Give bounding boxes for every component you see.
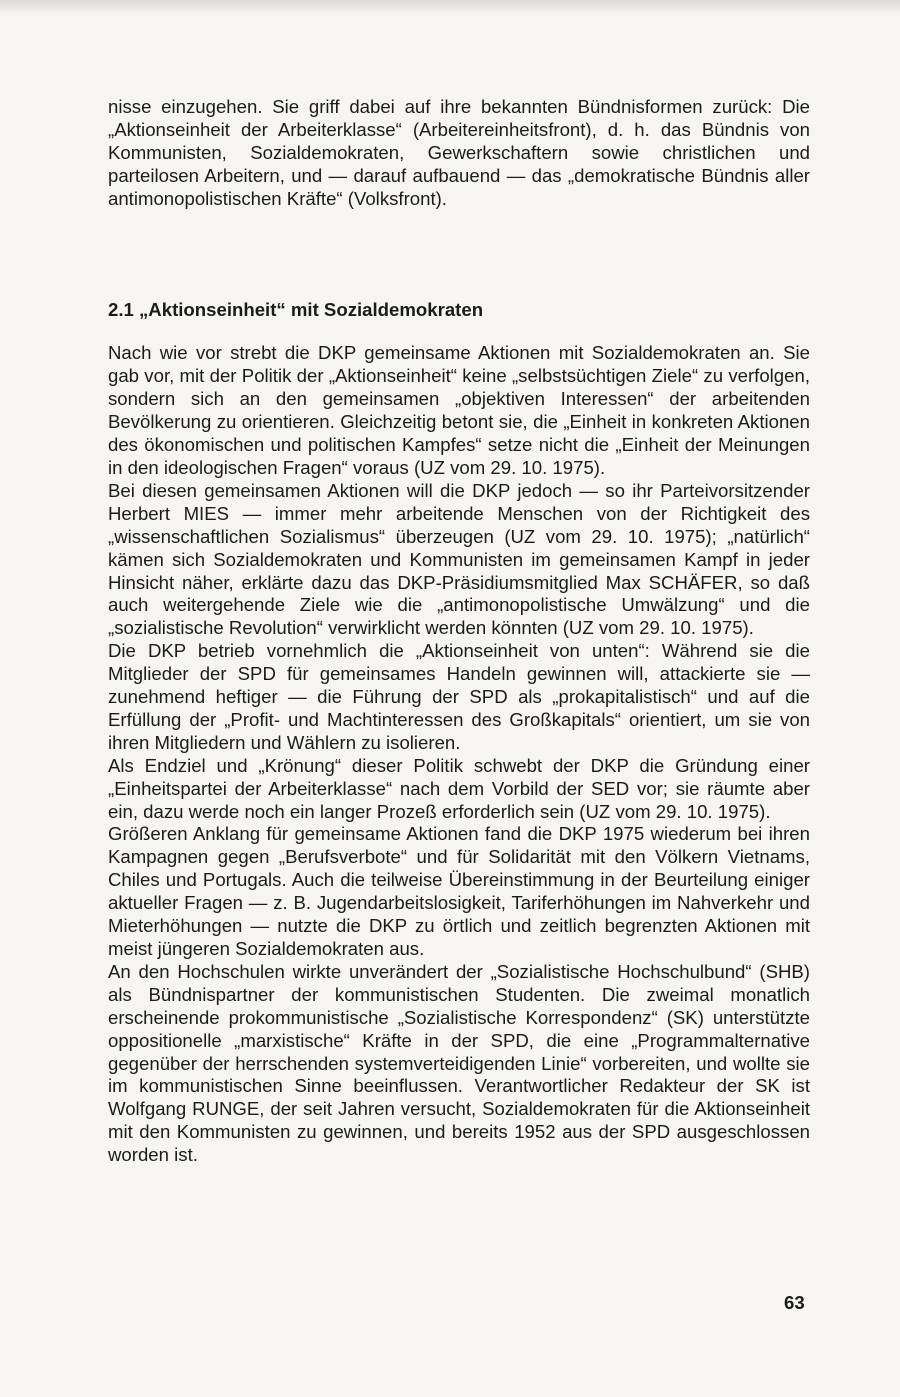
paragraph: Die DKP betrieb vornehmlich die „Aktionseinheit von unten“: Während sie die Mitglieder der SPD für gemeinsames Handeln gewinnen will, attackierte sie — zunehmend heftiger — die Führung der SPD als „prokapitalistisch“ und auf die Erfüllung der „Profit- und Machtinteressen des Großkapitals“ orientiert, um sie von ihren Mitgliedern und Wählern zu isolieren. xyxy=(108,640,810,753)
paragraph: An den Hochschulen wirkte unverändert der „Sozialistische Hochschulbund“ (SHB) als Bündnispartner der kommunistischen Studenten. Die zweimal monatlich erscheinende prokommunistische „Sozialistische Korrespondenz“ (SK) unterstützte oppositionelle „marxistische“ Kräfte in der SPD, die eine „Programmalternative gegenüber der herrschenden systemverteidigenden Linie“ vorbereiten, und wollte sie im kommunistischen Sinne beeinflussen. Verantwortlicher Redakteur der SK ist Wolfgang RUNGE, der seit Jahren versucht, Sozialdemokraten für die Aktionseinheit mit den Kommunisten zu gewinnen, und bereits 1952 aus der SPD ausgeschlossen worden ist. xyxy=(108,960,810,1166)
page-body xyxy=(108,96,810,1167)
scan-edge xyxy=(0,0,900,14)
paragraph: Als Endziel und „Krönung“ dieser Politik schwebt der DKP die Gründung einer „Einheitspartei der Arbeiterklasse“ nach dem Vorbild der SED vor; sie räumte aber ein, dazu werde noch ein langer Prozeß erforderlich sein (UZ vom 29. 10. 1975). xyxy=(108,754,810,822)
section-heading: 2.1 „Aktionseinheit“ mit Sozialdemokraten xyxy=(108,298,484,320)
intro-paragraph: nisse einzugehen. Sie griff dabei auf ihre bekannten Bündnisformen zurück: Die „Aktionseinheit der Arbeiterklasse“ (Arbeitereinheitsfront), d. h. das Bündnis von Kommunisten, Sozialdemokraten, Gewerkschaftern sowie christlichen und parteilosen Arbeitern, und — darauf aufbauend — das „demokratische Bündnis aller antimonopolistischen Kräfte“ (Volksfront). xyxy=(108,96,810,209)
page-number: 63 xyxy=(784,1292,805,1313)
paragraph: Größeren Anklang für gemeinsame Aktionen fand die DKP 1975 wiederum bei ihren Kampagnen gegen „Berufsverbote“ und für Solidarität mit den Völkern Vietnams, Chiles und Portugals. Auch die teilweise Übereinstimmung in der Beurteilung einiger aktueller Fragen — z. B. Jugendarbeitslosigkeit, Tariferhöhungen im Nahverkehr und Mieterhöhungen — nutzte die DKP zu örtlich und zeitlich begrenzten Aktionen mit meist jüngeren Sozialdemokraten aus. xyxy=(108,823,810,959)
paragraph: Bei diesen gemeinsamen Aktionen will die DKP jedoch — so ihr Parteivorsitzender Herbert MIES — immer mehr arbeitende Menschen von der Richtigkeit des „wissenschaftlichen Sozialismus“ überzeugen (UZ vom 29. 10. 1975); „natürlich“ kämen sich Sozialdemokraten und Kommunisten im gemeinsamen Kampf in jeder Hinsicht näher, erklärte dazu das DKP-Präsidiumsmitglied Max SCHÄFER, so daß auch weitergehende Ziele wie die „antimonopolistische Umwälzung“ und die „sozialistische Revolution“ verwirklicht werden könnten (UZ vom 29. 10. 1975). xyxy=(108,479,810,639)
paragraph: Nach wie vor strebt die DKP gemeinsame Aktionen mit Sozialdemokraten an. Sie gab vor, mit der Politik der „Aktionseinheit“ keine „selbstsüchtigen Ziele“ zu verfolgen, sondern sich an den gemeinsamen „objektiven Interessen“ der arbeitenden Bevölkerung zu orientieren. Gleichzeitig betont sie, die „Einheit in konkreten Aktionen des ökonomischen und politischen Kampfes“ setze nicht die „Einheit der Meinungen in den ideologischen Fragen“ voraus (UZ vom 29. 10. 1975). xyxy=(108,342,810,478)
